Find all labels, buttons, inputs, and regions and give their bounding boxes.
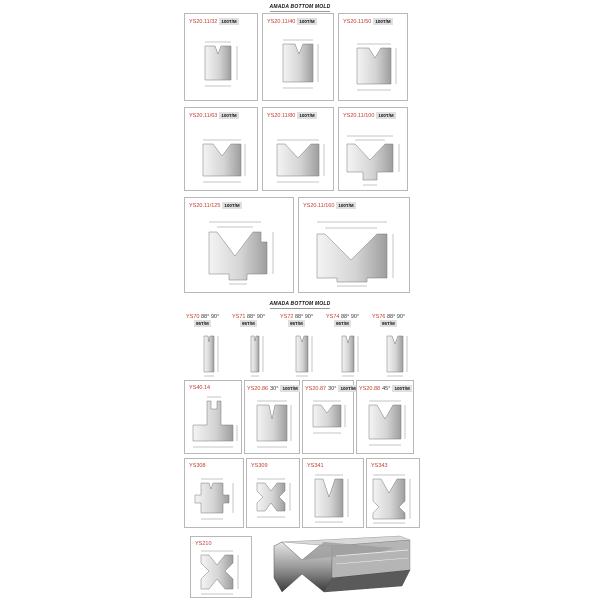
top-section-title: AMADA BOTTOM MOLD bbox=[0, 4, 600, 12]
die-card-ys343 bbox=[366, 458, 420, 528]
tonnage-badge: 100T/M bbox=[338, 203, 354, 208]
die-name: YS20.11/160 bbox=[303, 202, 335, 209]
die-drawing bbox=[309, 216, 405, 290]
die-drawing bbox=[189, 473, 243, 527]
small-dies-row bbox=[186, 314, 416, 378]
angle-label: 30° bbox=[328, 385, 337, 392]
small-die-ys70 bbox=[186, 314, 219, 327]
die-drawing bbox=[240, 332, 270, 378]
die-name: YS76 bbox=[372, 314, 386, 320]
tonnage-badge: 100T/M bbox=[224, 203, 240, 208]
die-name: YS20.86 bbox=[247, 385, 269, 392]
die-name: YS20.11/63 bbox=[189, 112, 218, 119]
die-drawing bbox=[187, 395, 241, 453]
die-name: YS309 bbox=[251, 463, 268, 469]
tonnage-badge: 100T/M bbox=[282, 386, 298, 391]
die-drawing bbox=[361, 397, 413, 453]
die-name: YS341 bbox=[307, 463, 324, 469]
die-drawing bbox=[286, 332, 320, 378]
die-drawing bbox=[195, 136, 251, 188]
die-card-ys20-11-80 bbox=[262, 107, 334, 191]
die-name: YS343 bbox=[371, 463, 388, 469]
tonnage-badge: 100T/M bbox=[394, 386, 410, 391]
die-name: YS20.11/50 bbox=[343, 18, 372, 25]
die-card-ys20-11-100 bbox=[338, 107, 408, 191]
die-name: YS20.88 bbox=[359, 385, 381, 392]
angle-label: 88° 90° bbox=[295, 314, 314, 320]
die-card-ys20-88 bbox=[356, 380, 414, 454]
die-name: YS20.11/40 bbox=[267, 18, 296, 25]
die-name: YS70 bbox=[186, 314, 200, 320]
angle-label: 88° 90° bbox=[247, 314, 266, 320]
angle-label: 88° 90° bbox=[341, 314, 360, 320]
die-card-ys20-11-32 bbox=[184, 13, 258, 101]
die-card-ys309 bbox=[246, 458, 300, 528]
die-drawing bbox=[195, 40, 251, 94]
tonnage-badge: 100T/M bbox=[299, 19, 315, 24]
die-card-ys20-11-50 bbox=[338, 13, 408, 101]
small-die-ys72 bbox=[280, 314, 313, 327]
die-drawing bbox=[332, 332, 366, 378]
tonnage-badge: 100T/M bbox=[340, 386, 356, 391]
tonnage-badge: 100T/M bbox=[221, 113, 237, 118]
die-name: YS308 bbox=[189, 463, 206, 469]
die-card-ys20-11-40 bbox=[262, 13, 334, 101]
die-drawing bbox=[201, 216, 285, 288]
die-name: YS20.11/32 bbox=[189, 18, 218, 25]
die-name: YS210 bbox=[195, 541, 212, 547]
die-product-photo bbox=[272, 534, 412, 598]
angle-label: 45° bbox=[382, 385, 391, 392]
die-name: YS20.87 bbox=[305, 385, 327, 392]
die-card-ys20-86 bbox=[244, 380, 300, 454]
die-drawing bbox=[249, 397, 297, 453]
die-drawing bbox=[378, 332, 414, 378]
die-card-ys20-11-63 bbox=[184, 107, 258, 191]
die-name: YS74 bbox=[326, 314, 340, 320]
die-card-ys20-11-160 bbox=[298, 197, 410, 293]
die-name: YS20.11/125 bbox=[189, 202, 221, 209]
die-name: YS20.11/80 bbox=[267, 112, 296, 119]
angle-label: 30° bbox=[270, 385, 279, 392]
small-die-ys76 bbox=[372, 314, 405, 327]
small-die-ys74 bbox=[326, 314, 359, 327]
die-drawing bbox=[367, 471, 421, 527]
die-drawing bbox=[269, 136, 331, 188]
tonnage-badge: 100T/M bbox=[378, 113, 394, 118]
die-drawing bbox=[305, 471, 363, 527]
die-drawing bbox=[193, 549, 251, 597]
die-name: YS20.11/100 bbox=[343, 112, 375, 119]
die-drawing bbox=[341, 130, 407, 190]
tonnage-badge: 100T/M bbox=[221, 19, 237, 24]
die-name: YS71 bbox=[232, 314, 246, 320]
die-card-ys308 bbox=[184, 458, 244, 528]
die-drawing bbox=[273, 36, 327, 94]
die-drawing bbox=[349, 40, 403, 94]
tonnage-badge: 95T/M bbox=[290, 321, 303, 326]
die-name: YS72 bbox=[280, 314, 294, 320]
die-card-ys40-14 bbox=[184, 380, 242, 454]
bottom-section-title: AMADA BOTTOM MOLD bbox=[0, 301, 600, 309]
die-card-ys20-87 bbox=[302, 380, 354, 454]
tonnage-badge: 95T/M bbox=[196, 321, 209, 326]
tonnage-badge: 100T/M bbox=[299, 113, 315, 118]
small-die-ys71 bbox=[232, 314, 265, 327]
angle-label: 88° 90° bbox=[201, 314, 220, 320]
angle-label: 88° 90° bbox=[387, 314, 406, 320]
die-card-ys341 bbox=[302, 458, 364, 528]
die-card-ys20-11-125 bbox=[184, 197, 294, 293]
die-drawing bbox=[249, 473, 299, 527]
die-name: YS40.14 bbox=[189, 385, 211, 391]
die-drawing bbox=[194, 332, 224, 378]
tonnage-badge: 95T/M bbox=[242, 321, 255, 326]
die-card-ys210 bbox=[190, 536, 252, 598]
tonnage-badge: 95T/M bbox=[336, 321, 349, 326]
die-drawing bbox=[305, 397, 353, 453]
tonnage-badge: 100T/M bbox=[375, 19, 391, 24]
tonnage-badge: 95T/M bbox=[382, 321, 395, 326]
